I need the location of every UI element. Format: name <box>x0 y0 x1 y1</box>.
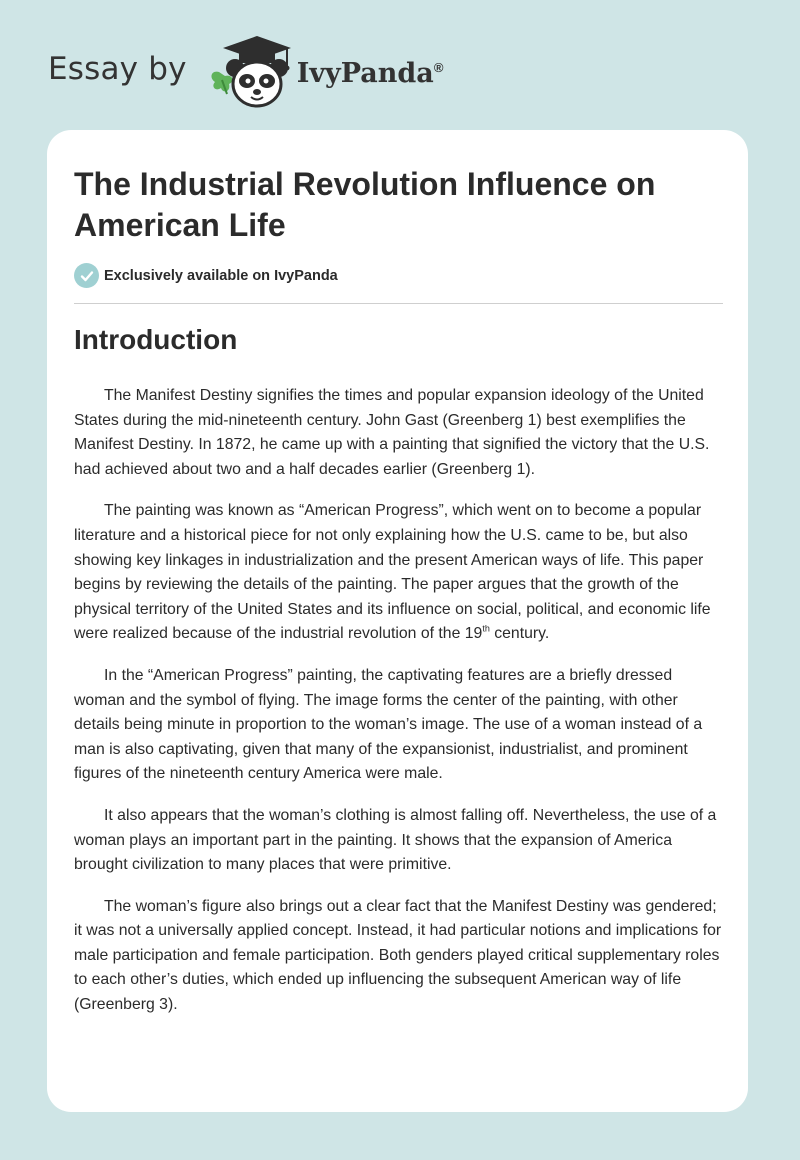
registered-mark: ® <box>433 59 444 75</box>
essay-body <box>74 384 725 1035</box>
section-heading: Introduction <box>74 324 238 355</box>
exclusive-availability <box>74 263 338 288</box>
paragraph: It also appears that the woman’s clothing is almost falling off. Nevertheless, the use of a woman plays an important part in the painting. It shows that the expansion of America brought civilization to many places that were primitive. <box>74 806 717 874</box>
site-header <box>48 34 443 110</box>
exclusive-label: Exclusively available on IvyPanda <box>104 267 338 284</box>
brand-name[interactable]: IvyPanda® <box>296 57 444 89</box>
paragraph: In the “American Progress” painting, the captivating features are a briefly dressed woman and the symbol of flying. The image forms the center of the painting, with other details being minute in proportion to the woman’s image. The use of a woman instead of a man is also captivating, given that many of the expansionist, industrialist, and prominent figures of the nineteenth century America were male. <box>74 666 703 783</box>
essay-card <box>47 130 748 1112</box>
panda-graduate-logo-icon[interactable] <box>205 34 295 110</box>
paragraph: The woman’s figure also brings out a clear fact that the Manifest Destiny was gendered; it was not a universally applied concept. Instead, it had particular notions and implications for male participation and female participation. Both genders played critical supplementary roles to each other’s duties, which ended up influencing the subsequent American way of life (Greenberg 3). <box>74 897 722 1014</box>
divider <box>74 303 723 304</box>
paragraph: The Manifest Destiny signifies the times and popular expansion ideology of the United States during the mid-nineteenth century. John Gast (Greenberg 1) best exemplifies the Manifest Destiny. In 1872, he came up with a painting that signified the victory that the U.S. had achieved about two and a half decades earlier (Greenberg 1). <box>74 387 710 478</box>
essay-title: The Industrial Revolution Influence on American Life <box>74 166 656 243</box>
paragraph: The painting was known as “American Progress”, which went on to become a popular literature and a historical piece for not only explaining how the U.S. came to be, but also showing key linkages in industrialization and the present American ways of life. This paper begins by reviewing the details of the painting. The paper argues that the growth of the physical territory of the United States and its influence on social, political, and economic life were realized because of the industrial revolution of the 19th century. <box>74 502 711 643</box>
check-circle-icon <box>74 263 99 288</box>
essay-by-label: Essay by <box>48 51 187 87</box>
